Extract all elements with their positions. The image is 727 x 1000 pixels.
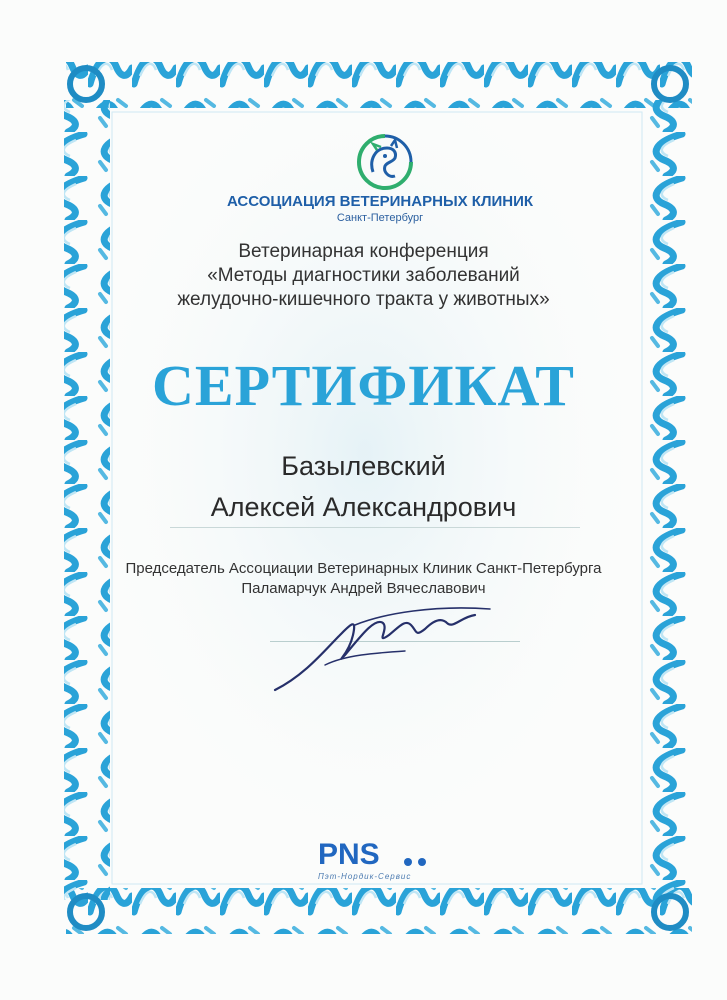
sponsor-logo: PNS [318, 838, 380, 871]
conference-line-3: желудочно-кишечного тракта у животных» [177, 289, 550, 310]
signature-icon [265, 595, 495, 700]
chairman-position: Председатель Ассоциации Ветеринарных Клиник Санкт-Петербурга [125, 560, 602, 577]
chairman-name: Паламарчук Андрей Вячеславович [241, 580, 486, 597]
sponsor-dots-icon [402, 856, 442, 868]
association-city: Санкт-Петербург [336, 212, 424, 224]
association-name: АССОЦИАЦИЯ ВЕТЕРИНАРНЫХ КЛИНИК [226, 193, 534, 210]
conference-line-1: Ветеринарная конференция [238, 241, 489, 262]
name-underline [170, 527, 580, 528]
certificate-title: СЕРТИФИКАТ [152, 353, 575, 418]
association-logo-icon [355, 132, 415, 192]
recipient-surname: Базылевский [281, 451, 446, 481]
recipient-given-names: Алексей Александрович [210, 492, 517, 522]
sponsor-subtitle: Пэт-Нордик-Сервис [318, 872, 412, 881]
conference-line-2: «Методы диагностики заболеваний [207, 265, 520, 286]
